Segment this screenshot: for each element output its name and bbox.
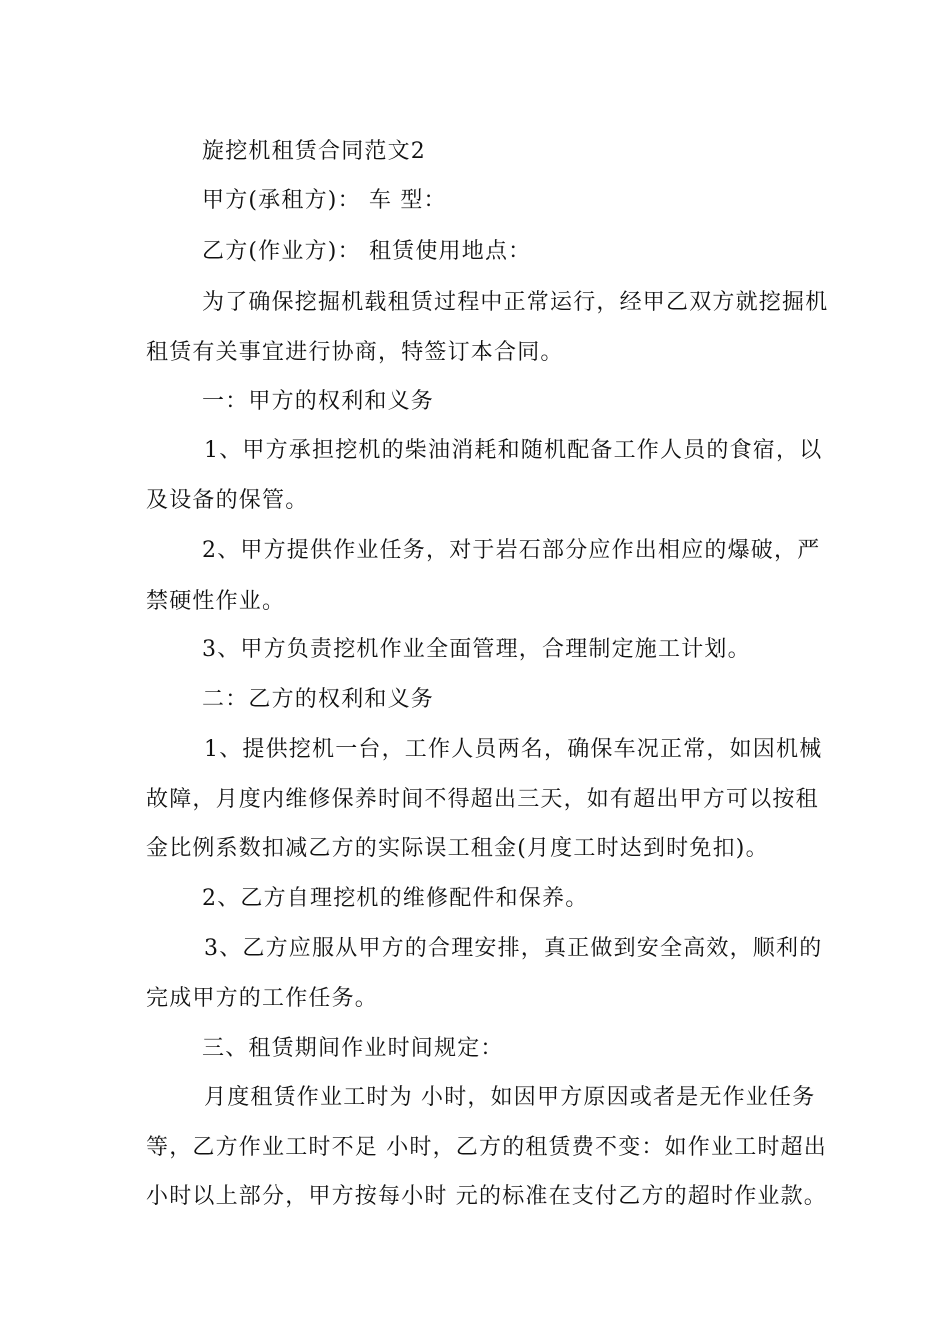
section-2-heading: 二：乙方的权利和义务	[202, 687, 435, 712]
section-1-item-1-line-1: 1、甲方承担挖机的柴油消耗和随机配备工作人员的食宿，以	[204, 438, 823, 463]
section-2-item-1-line-3: 金比例系数扣减乙方的实际误工租金(月度工时达到时免扣)。	[146, 836, 769, 861]
section-2-item-1-line-1: 1、提供挖机一台，工作人员两名，确保车况正常，如因机械	[204, 737, 823, 762]
section-2-item-3-line-2: 完成甲方的工作任务。	[146, 986, 379, 1011]
section-2-item-2: 2、乙方自理挖机的维修配件和保养。	[202, 886, 589, 911]
intro-paragraph-line-2: 租赁有关事宜进行协商，特签订本合同。	[146, 340, 564, 365]
section-3-paragraph-line-2: 等，乙方作业工时不足 小时，乙方的租赁费不变：如作业工时超出	[146, 1135, 827, 1160]
section-1-item-3: 3、甲方负责挖机作业全面管理，合理制定施工计划。	[202, 637, 751, 662]
document-title: 旋挖机租赁合同范文2	[202, 139, 426, 164]
party-a-line: 甲方(承租方)： 车 型：	[202, 188, 447, 213]
intro-paragraph-line-1: 为了确保挖掘机载租赁过程中正常运行，经甲乙双方就挖掘机	[202, 290, 829, 315]
section-3-paragraph-line-1: 月度租赁作业工时为 小时，如因甲方原因或者是无作业任务	[204, 1085, 816, 1110]
section-1-item-2-line-1: 2、甲方提供作业任务，对于岩石部分应作出相应的爆破，严	[202, 538, 821, 563]
section-1-item-1-line-2: 及设备的保管。	[146, 488, 309, 513]
section-3-paragraph-line-3: 小时以上部分，甲方按每小时 元的标准在支付乙方的超时作业款。	[146, 1184, 827, 1209]
party-b-line: 乙方(作业方)： 租赁使用地点：	[202, 239, 532, 264]
section-1-heading: 一：甲方的权利和义务	[202, 389, 435, 414]
section-2-item-3-line-1: 3、乙方应服从甲方的合理安排，真正做到安全高效，顺利的	[204, 936, 823, 961]
section-3-heading: 三、租赁期间作业时间规定：	[202, 1036, 504, 1061]
section-1-item-2-line-2: 禁硬性作业。	[146, 589, 286, 614]
section-2-item-1-line-2: 故障，月度内维修保养时间不得超出三天，如有超出甲方可以按租	[146, 787, 819, 812]
